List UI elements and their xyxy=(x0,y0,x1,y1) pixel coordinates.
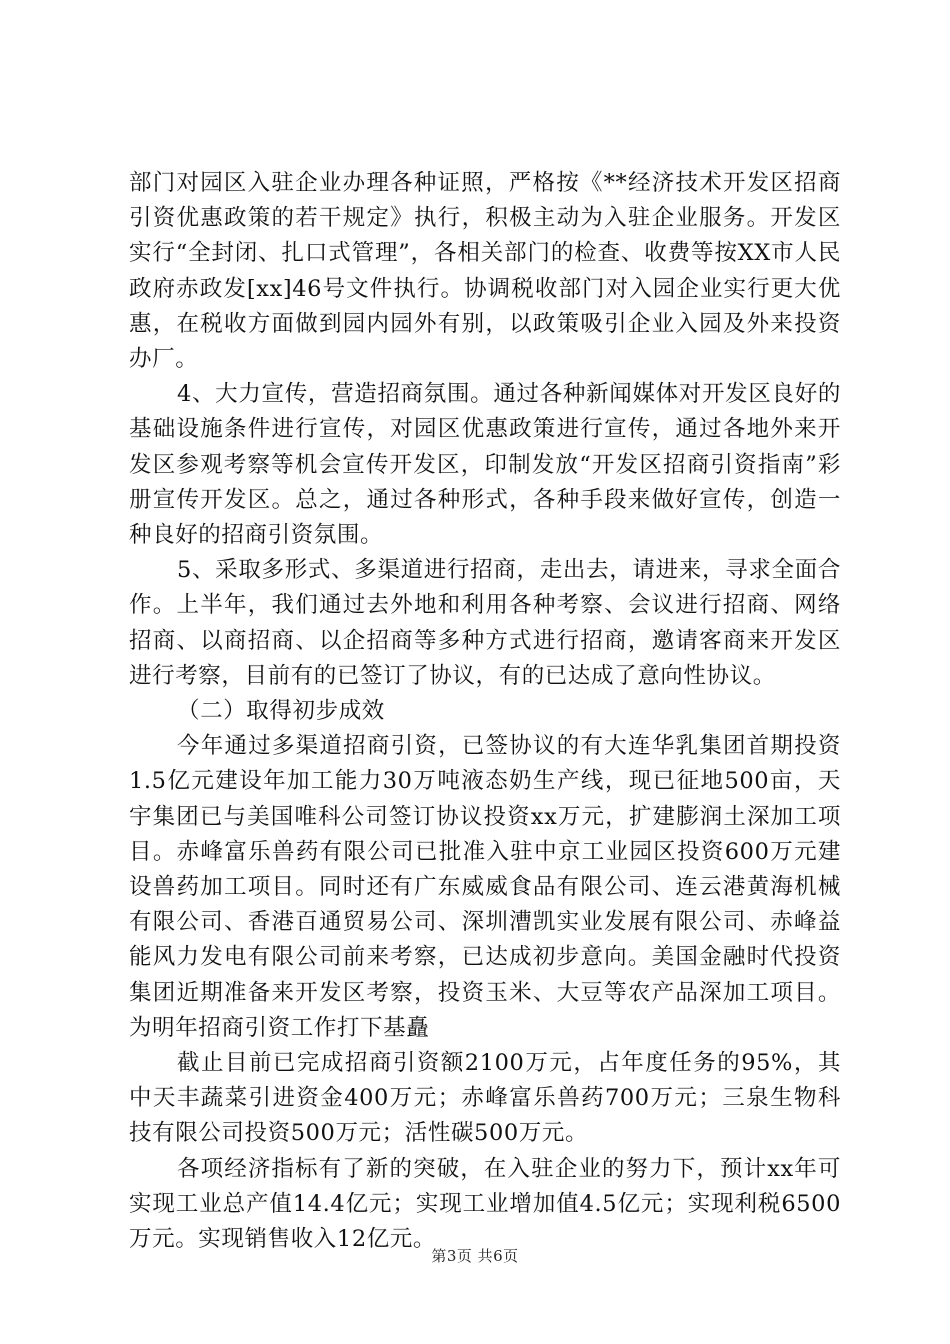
paragraph-investment-completed: 截止目前已完成招商引资额2100万元，占年度任务的95%，其中天丰蔬菜引进资金400万元；赤峰富乐兽药700万元；三泉生物科技有限公司投资500万元；活性碳500万元。 xyxy=(129,1050,841,1147)
page-number-footer: 第3页 共6页 xyxy=(431,1247,519,1265)
paragraph-item-5-channels: 5、采取多形式、多渠道进行招商，走出去，请进来，寻求全面合作。上半年，我们通过去外地和利用各种考察、会议进行招商、网络招商、以商招商、以企招商等多种方式进行招商，邀请客商来开发区进行考察，目前有的已签订了协议，有的已达成了意向性协议。 xyxy=(129,557,841,689)
paragraph-policy-continuation: 部门对园区入驻企业办理各种证照，严格按《**经济技术开发区招商引资优惠政策的若干规定》执行，积极主动为入驻企业服务。开发区实行“全封闭、扎口式管理”，各相关部门的检查、收费等按XX市人民政府赤政发[xx]46号文件执行。协调税收部门对入园企业实行更大优惠，在税收方面做到园内园外有别，以政策吸引企业入园及外来投资办厂。 xyxy=(129,170,841,373)
paragraph-signed-agreements: 今年通过多渠道招商引资，已签协议的有大连华乳集团首期投资1.5亿元建设年加工能力30万吨液态奶生产线，现已征地500亩，天宇集团已与美国唯科公司签订协议投资xx万元，扩建膨润土深加工项目。赤峰富乐兽药有限公司已批准入驻中京工业园区投资600万元建设兽药加工项目。同时还有广东威威食品有限公司、连云港黄海机械有限公司、香港百通贸易公司、深圳漕凯实业发展有限公司、赤峰益能风力发电有限公司前来考察，已达成初步意向。美国金融时代投资集团近期准备来开发区考察，投资玉米、大豆等农产品深加工项目。为明年招商引资工作打下基矗 xyxy=(129,733,841,1041)
paragraph-economic-indicators: 各项经济指标有了新的突破，在入驻企业的努力下，预计xx年可实现工业总产值14.4亿元；实现工业增加值4.5亿元；实现利税6500万元。实现销售收入12亿元。 xyxy=(129,1155,841,1253)
paragraph-item-4-publicity: 4、大力宣传，营造招商氛围。通过各种新闻媒体对开发区良好的基础设施条件进行宣传，对园区优惠政策进行宣传，通过各地外来开发区参观考察等机会宣传开发区，印制发放“开发区招商引资指南”彩册宣传开发区。总之，通过各种形式，各种手段来做好宣传，创造一种良好的招商引资氛围。 xyxy=(129,381,841,549)
document-body xyxy=(129,166,841,1257)
section-heading-initial-results: （二）取得初步成效 xyxy=(177,698,385,725)
